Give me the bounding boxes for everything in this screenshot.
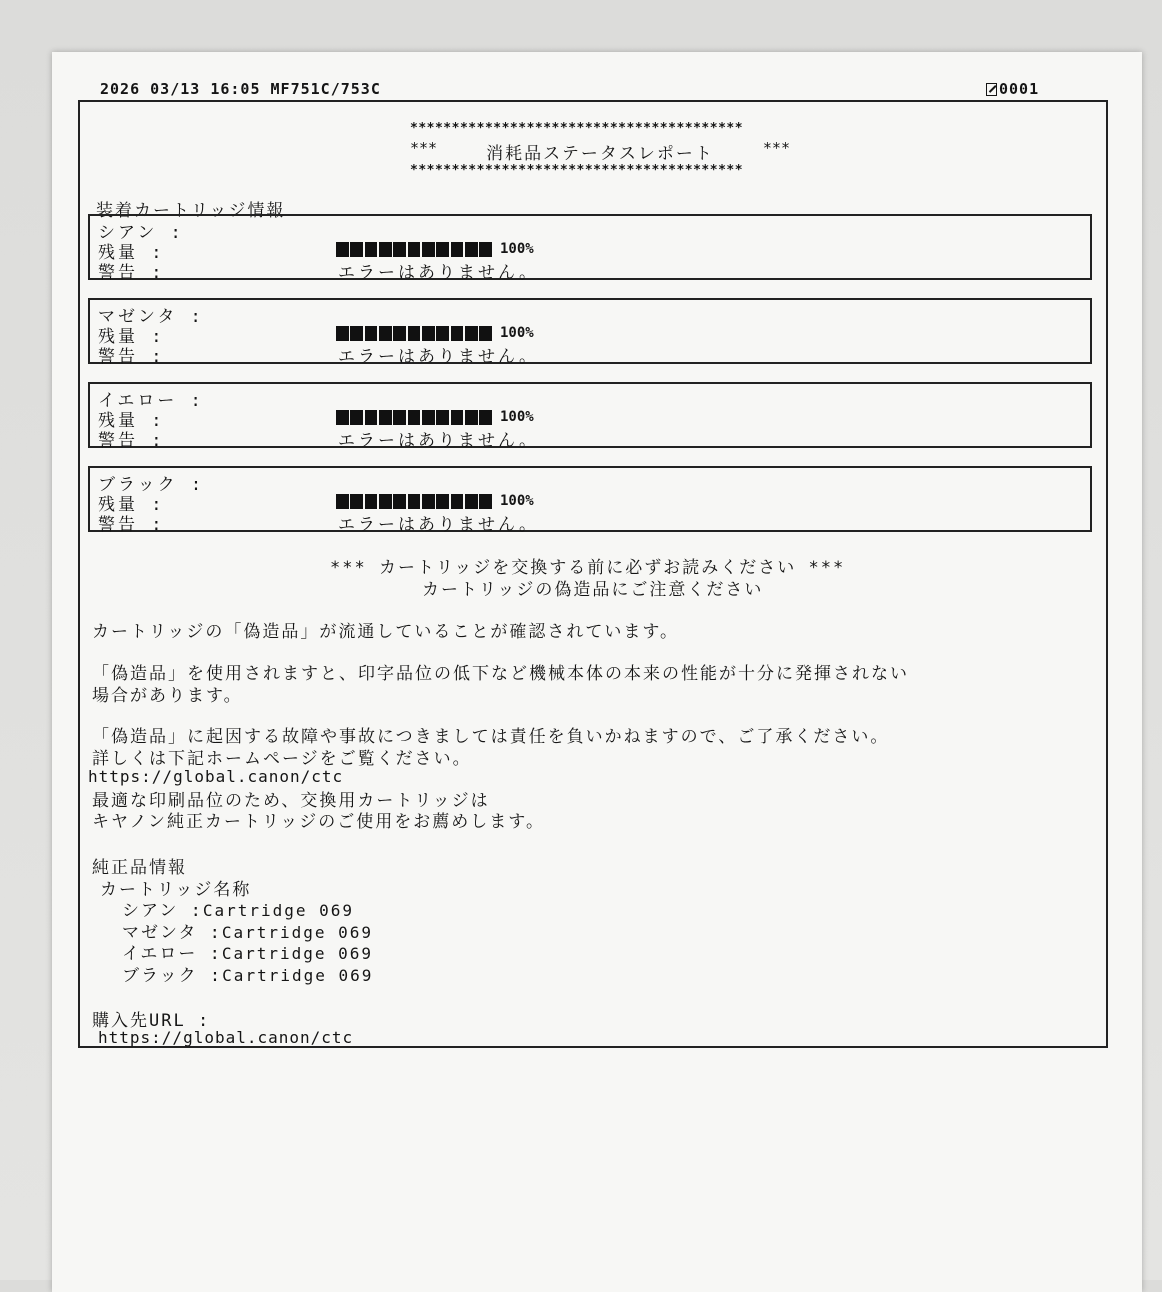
remaining-label: 残量 : xyxy=(98,243,165,263)
level-bar-segment xyxy=(408,242,421,257)
genuine-heading: 純正品情報 xyxy=(92,858,187,878)
paragraph-4-line-1: 最適な印刷品位のため、交換用カートリッジは xyxy=(92,791,490,811)
level-bar-segment xyxy=(379,494,392,509)
title-stars-bottom: **************************************** xyxy=(410,163,744,178)
cartridge-name: イエロー : xyxy=(98,391,204,411)
purchase-url: https://global.canon/ctc xyxy=(98,1028,354,1047)
level-bar-segment xyxy=(451,326,464,341)
level-bar-segment xyxy=(436,494,449,509)
level-bar-segment xyxy=(451,242,464,257)
level-bar-segment xyxy=(436,242,449,257)
level-bar-segment xyxy=(436,410,449,425)
level-bar-segment xyxy=(451,410,464,425)
genuine-item-color: ブラック xyxy=(122,966,198,986)
level-bar-segment xyxy=(365,326,378,341)
genuine-item-color: イエロー xyxy=(122,944,198,964)
level-bar-segment xyxy=(379,242,392,257)
genuine-item-model: Cartridge 069 xyxy=(221,923,374,942)
warning-message: エラーはありません。 xyxy=(338,263,540,283)
level-bar-segment xyxy=(350,410,363,425)
level-bar-segment xyxy=(479,326,492,341)
level-bar xyxy=(336,494,492,509)
paragraph-2-line-1: 「偽造品」を使用されますと、印字品位の低下など機械本体の本来の性能が十分に発揮されない xyxy=(92,664,909,684)
level-bar-segment xyxy=(393,326,406,341)
level-bar-segment xyxy=(350,494,363,509)
paragraph-4-line-2: キヤノン純正カートリッジのご使用をお薦めします。 xyxy=(92,812,545,832)
genuine-item-model: Cartridge 069 xyxy=(222,966,374,985)
homepage-url: https://global.canon/ctc xyxy=(88,767,344,786)
paragraph-3-line-1: 「偽造品」に起因する故障や事故につきましては責任を負いかねますので、ご了承ください。 xyxy=(92,727,890,747)
purchase-url-label: 購入先URL : xyxy=(92,1011,211,1031)
level-bar xyxy=(336,242,492,257)
level-bar-segment xyxy=(465,242,478,257)
level-bar-segment xyxy=(479,242,492,257)
level-bar-segment xyxy=(422,242,435,257)
level-bar-segment xyxy=(479,494,492,509)
cartridge-name: ブラック : xyxy=(98,475,205,495)
paragraph-1: カートリッジの「偽造品」が流通していることが確認されています。 xyxy=(92,622,679,642)
level-percent: 100% xyxy=(500,241,534,257)
level-bar xyxy=(336,410,492,425)
page-number-text: 0001 xyxy=(999,80,1040,98)
genuine-subheading: カートリッジ名称 xyxy=(100,880,252,900)
level-bar-segment xyxy=(393,494,406,509)
genuine-item-color: シアン xyxy=(122,901,179,921)
level-bar-segment xyxy=(336,410,349,425)
warning-message: エラーはありません。 xyxy=(338,347,540,367)
title-stars-top: **************************************** xyxy=(410,121,744,136)
section-installed-cartridges: 装着カートリッジ情報 xyxy=(96,201,286,221)
page-number xyxy=(986,80,1039,98)
warning-message: エラーはありません。 xyxy=(338,431,540,451)
level-bar-segment xyxy=(408,494,421,509)
level-percent: 100% xyxy=(500,325,534,341)
level-bar-segment xyxy=(465,410,478,425)
level-percent: 100% xyxy=(500,409,534,425)
level-bar-segment xyxy=(336,326,349,341)
report-header-datetime-model: 2026 03/13 16:05 MF751C/753C xyxy=(100,80,381,98)
level-bar-segment xyxy=(393,242,406,257)
title-marks-left: *** xyxy=(410,139,438,157)
level-bar-segment xyxy=(365,410,378,425)
remaining-label: 残量 : xyxy=(98,411,165,431)
level-bar-segment xyxy=(336,242,349,257)
genuine-item-sep: : xyxy=(209,923,222,943)
level-bar-segment xyxy=(422,494,435,509)
level-bar-segment xyxy=(379,410,392,425)
genuine-item-color: マゼンタ xyxy=(122,923,198,943)
level-bar-segment xyxy=(451,494,464,509)
cartridge-box-yellow xyxy=(88,382,1092,451)
warning-message: エラーはありません。 xyxy=(338,515,540,535)
level-bar-segment xyxy=(393,410,406,425)
level-bar-segment xyxy=(336,494,349,509)
cartridge-box-cyan xyxy=(88,214,1092,283)
genuine-item-black xyxy=(122,961,373,986)
level-bar-segment xyxy=(350,326,363,341)
report-title xyxy=(410,139,790,164)
level-bar-segment xyxy=(479,410,492,425)
warning-label: 警告 : xyxy=(98,347,165,367)
genuine-item-model: Cartridge 069 xyxy=(202,901,355,920)
warning-label: 警告 : xyxy=(98,431,165,451)
level-bar-segment xyxy=(365,242,378,257)
level-bar xyxy=(336,326,492,341)
level-bar-segment xyxy=(465,494,478,509)
level-bar-segment xyxy=(422,410,435,425)
notice-line-2: カートリッジの偽造品にご注意ください xyxy=(422,580,764,600)
title-marks-right: *** xyxy=(762,139,790,157)
cartridge-box-magenta xyxy=(88,298,1092,367)
title-text: 消耗品ステータスレポート xyxy=(486,144,714,164)
level-bar-segment xyxy=(365,494,378,509)
paragraph-2-line-2: 場合があります。 xyxy=(92,686,243,706)
level-bar-segment xyxy=(436,326,449,341)
level-bar-segment xyxy=(379,326,392,341)
cartridge-box-black xyxy=(88,466,1092,535)
level-bar-segment xyxy=(350,242,363,257)
paragraph-3-line-2: 詳しくは下記ホームページをご覧ください。 xyxy=(92,749,472,769)
level-bar-segment xyxy=(408,410,421,425)
notice-line-1: *** カートリッジを交換する前に必ずお読みください *** xyxy=(330,558,846,578)
cartridge-name: マゼンタ : xyxy=(98,307,204,327)
warning-label: 警告 : xyxy=(98,263,165,283)
level-bar-segment xyxy=(408,326,421,341)
remaining-label: 残量 : xyxy=(98,327,165,347)
genuine-item-sep: : xyxy=(209,966,223,986)
warning-label: 警告 : xyxy=(98,515,165,535)
document-icon xyxy=(986,83,997,96)
genuine-item-model: Cartridge 069 xyxy=(221,944,374,963)
cartridge-name: シアン : xyxy=(98,223,184,243)
level-percent: 100% xyxy=(500,493,534,509)
remaining-label: 残量 : xyxy=(98,495,165,515)
genuine-item-sep: : xyxy=(209,944,222,964)
genuine-item-sep: : xyxy=(190,901,203,921)
level-bar-segment xyxy=(422,326,435,341)
level-bar-segment xyxy=(465,326,478,341)
